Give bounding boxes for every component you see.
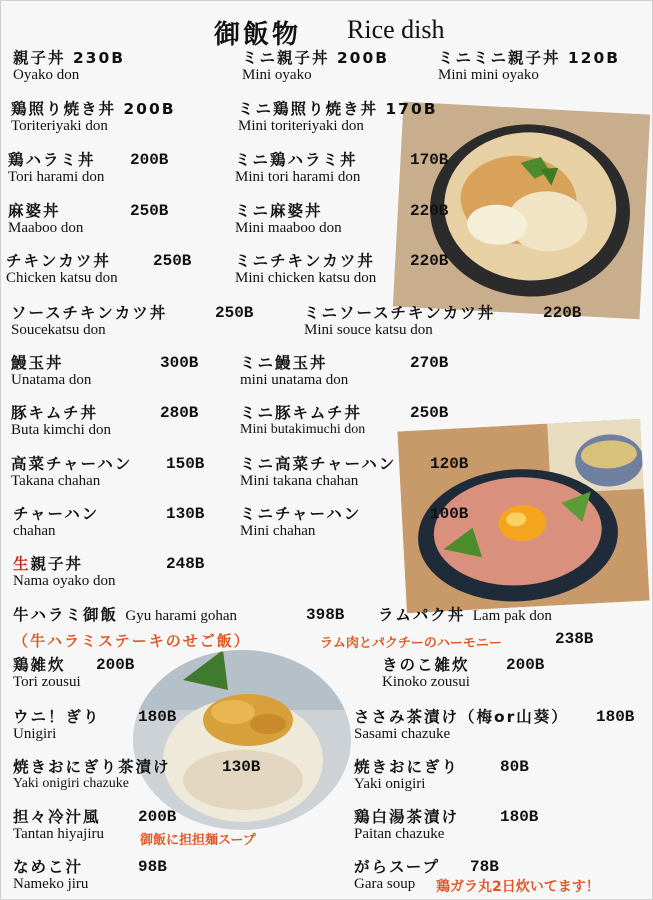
item-en: Mini oyako xyxy=(242,67,312,83)
item-jp: 担々冷汁風 xyxy=(13,808,101,826)
item-price: 250B xyxy=(153,252,192,270)
item-en: Gyu harami gohan xyxy=(125,608,238,624)
item-jp: 鶏白湯茶漬け xyxy=(354,808,460,826)
item-jp: ささみ茶漬け（梅or山葵） xyxy=(354,708,569,726)
item-note-tantan: 御飯に担担麺スープ xyxy=(140,833,256,848)
page-title-jp: 御飯物 xyxy=(214,20,302,50)
menu-item-mini-tori-harami-don xyxy=(235,151,360,185)
item-jp: 鶏雑炊 xyxy=(13,656,66,674)
item-jp: ミニ鰻玉丼 xyxy=(240,354,328,372)
item-note-gyu-harami: （牛ハラミステーキのせご飯） xyxy=(13,632,251,650)
menu-item-mini-maaboo-don xyxy=(235,202,342,236)
menu-item-gyu-harami-gohan xyxy=(13,606,237,625)
item-price: 200B xyxy=(506,656,545,674)
item-en: Paitan chazuke xyxy=(354,826,445,842)
menu-item-buta-kimchi-don xyxy=(11,404,111,438)
item-en: Gara soup xyxy=(354,876,416,892)
item-price: 220B xyxy=(410,202,449,220)
item-en: Mini chicken katsu don xyxy=(235,270,377,286)
item-en: Nama oyako don xyxy=(13,573,116,589)
menu-item-paitan-chazuke xyxy=(354,808,459,842)
item-jp: 高菜チャーハン xyxy=(11,455,133,473)
item-en: Sasami chazuke xyxy=(354,726,451,742)
item-jp: ミニ麻婆丼 xyxy=(235,202,323,220)
item-en: chahan xyxy=(13,523,56,539)
menu-item-mini-oyako xyxy=(242,49,389,83)
item-en: Yaki onigiri xyxy=(354,776,426,792)
item-price: 250B xyxy=(215,304,254,322)
menu-item-takana-chahan xyxy=(11,455,132,489)
photo-unigiri xyxy=(133,650,351,830)
item-jp xyxy=(378,606,552,625)
menu-item-tori-harami-don xyxy=(8,151,104,185)
item-jp: ミニ親子丼 200B xyxy=(242,49,390,67)
item-jp: 鶏ハラミ丼 xyxy=(8,151,96,169)
item-jp: ミニ鶏照り焼き丼 170B xyxy=(238,100,438,118)
item-en: Mini mini oyako xyxy=(438,67,539,83)
item-en: Unatama don xyxy=(11,372,92,388)
item-en: Soucekatsu don xyxy=(11,322,106,338)
menu-item-oyako-don xyxy=(13,49,125,83)
item-note-gara: 鶏ガラ丸2日炊いてます！ xyxy=(436,879,600,895)
menu-item-yaki-onigiri xyxy=(354,758,459,792)
item-price: 270B xyxy=(410,354,449,372)
item-en: Buta kimchi don xyxy=(11,422,111,438)
item-en: Tantan hiyajiru xyxy=(13,826,105,842)
menu-item-toriteriyaki-don xyxy=(11,100,176,134)
item-price: 100B xyxy=(430,505,469,523)
item-jp: 鶏照り焼き丼 200B xyxy=(11,100,176,118)
item-price: 80B xyxy=(500,758,529,776)
item-jp: 豚キムチ丼 xyxy=(11,404,99,422)
menu-item-kinoko-zousui xyxy=(382,656,470,690)
item-price: 78B xyxy=(470,858,499,876)
item-jp-name: ラムパク丼 xyxy=(378,606,466,624)
item-jp: 焼きおにぎり茶漬け xyxy=(13,758,171,776)
item-en: Mini maaboo don xyxy=(235,220,342,236)
item-jp: ミニチャーハン xyxy=(240,505,362,523)
item-en: Yaki onigiri chazuke xyxy=(13,776,129,791)
item-price: 220B xyxy=(543,304,582,322)
item-price: 200B xyxy=(130,151,169,169)
menu-item-unigiri xyxy=(13,708,101,742)
item-price: 170B xyxy=(410,151,449,169)
item-jp: 親子丼 230B xyxy=(13,49,126,67)
item-en: mini unatama don xyxy=(240,372,349,388)
item-jp: ウニ！ぎり xyxy=(13,708,101,726)
menu-item-mini-buta-kimchi-don xyxy=(240,404,365,438)
item-en: Oyako don xyxy=(13,67,80,83)
menu-item-soucekatsu-don xyxy=(11,304,167,338)
item-jp: なめこ汁 xyxy=(13,858,84,876)
raw-label: 生 xyxy=(13,555,31,573)
item-en: Mini souce katsu don xyxy=(304,322,433,338)
menu-item-chahan xyxy=(13,505,99,539)
item-jp: ミニソースチキンカツ丼 xyxy=(304,304,496,322)
item-price: 200B xyxy=(138,808,177,826)
item-en: Chicken katsu don xyxy=(6,270,118,286)
item-jp: ミニ高菜チャーハン xyxy=(240,455,397,473)
item-price: 300B xyxy=(160,354,199,372)
item-en: Mini butakimuchi don xyxy=(240,422,366,437)
item-price: 238B xyxy=(555,630,594,648)
item-jp: きのこ雑炊 xyxy=(382,656,470,674)
item-jp: ミニチキンカツ丼 xyxy=(235,252,375,270)
item-en: Tori harami don xyxy=(8,169,105,185)
menu-item-mini-chicken-katsu-don xyxy=(235,252,376,286)
item-price: 220B xyxy=(410,252,449,270)
item-jp-name: 牛ハラミ御飯 xyxy=(13,606,119,624)
page-title-en: Rice dish xyxy=(347,15,445,44)
item-note-lam-pak: ラム肉とパクチーのハーモニー xyxy=(320,636,502,651)
item-en: Mini chahan xyxy=(240,523,316,539)
menu-item-nameko-jiru xyxy=(13,858,88,892)
item-en: Mini toriteriyaki don xyxy=(238,118,364,134)
menu-item-mini-unatama-don xyxy=(240,354,348,388)
item-jp xyxy=(13,606,237,625)
menu-item-nama-oyako-don xyxy=(13,555,115,589)
item-price: 200B xyxy=(96,656,135,674)
item-price: 98B xyxy=(138,858,167,876)
item-price: 248B xyxy=(166,555,205,573)
item-en: Mini tori harami don xyxy=(235,169,361,185)
menu-item-mini-toriteriyaki-don xyxy=(238,100,438,134)
item-jp-rest: 親子丼 xyxy=(30,555,84,573)
item-price: 180B xyxy=(500,808,539,826)
item-jp: チキンカツ丼 xyxy=(6,252,111,270)
item-price: 130B xyxy=(166,505,205,523)
item-en: Tori zousui xyxy=(13,674,81,690)
item-price: 120B xyxy=(430,455,469,473)
menu-item-tori-zousui xyxy=(13,656,81,690)
item-price: 150B xyxy=(166,455,205,473)
item-jp: がらスープ xyxy=(354,858,440,876)
item-jp: ミニミニ親子丼 120B xyxy=(438,49,621,67)
menu-item-yaki-onigiri-chazuke xyxy=(13,758,171,792)
item-price: 180B xyxy=(138,708,177,726)
menu-item-mini-chahan xyxy=(240,505,361,539)
item-jp: 麻婆丼 xyxy=(8,202,61,220)
menu-item-mini-mini-oyako xyxy=(438,49,620,83)
item-jp: チャーハン xyxy=(13,505,100,523)
menu-item-unatama-don xyxy=(11,354,91,388)
item-en: Maaboo don xyxy=(8,220,84,236)
menu-item-mini-takana-chahan xyxy=(240,455,396,489)
item-en: Lam pak don xyxy=(472,608,552,624)
item-price: 280B xyxy=(160,404,199,422)
item-price: 250B xyxy=(410,404,449,422)
menu-item-lam-pak-don xyxy=(378,606,552,625)
menu-item-chicken-katsu-don xyxy=(6,252,118,286)
item-jp: ミニ鶏ハラミ丼 xyxy=(235,151,358,169)
item-jp: 鰻玉丼 xyxy=(11,354,64,372)
item-en: Nameko jiru xyxy=(13,876,89,892)
menu-item-maaboo-don xyxy=(8,202,83,236)
menu-item-gara-soup xyxy=(354,858,440,892)
item-price: 398B xyxy=(306,606,345,624)
item-jp xyxy=(13,555,115,573)
item-en: Mini takana chahan xyxy=(240,473,359,489)
item-jp: ミニ豚キムチ丼 xyxy=(240,404,363,422)
item-en: Unigiri xyxy=(13,726,57,742)
item-jp: 焼きおにぎり xyxy=(354,758,460,776)
menu-item-tantan-hiyajiru xyxy=(13,808,104,842)
menu-item-mini-soucekatsu-don xyxy=(304,304,495,338)
menu-item-sasami-chazuke xyxy=(354,708,569,742)
item-price: 130B xyxy=(222,758,261,776)
item-en: Toriteriyaki don xyxy=(11,118,108,134)
item-jp: ソースチキンカツ丼 xyxy=(11,304,168,322)
item-en: Kinoko zousui xyxy=(382,674,470,690)
item-price: 180B xyxy=(596,708,635,726)
item-price: 250B xyxy=(130,202,169,220)
item-en: Takana chahan xyxy=(11,473,101,489)
